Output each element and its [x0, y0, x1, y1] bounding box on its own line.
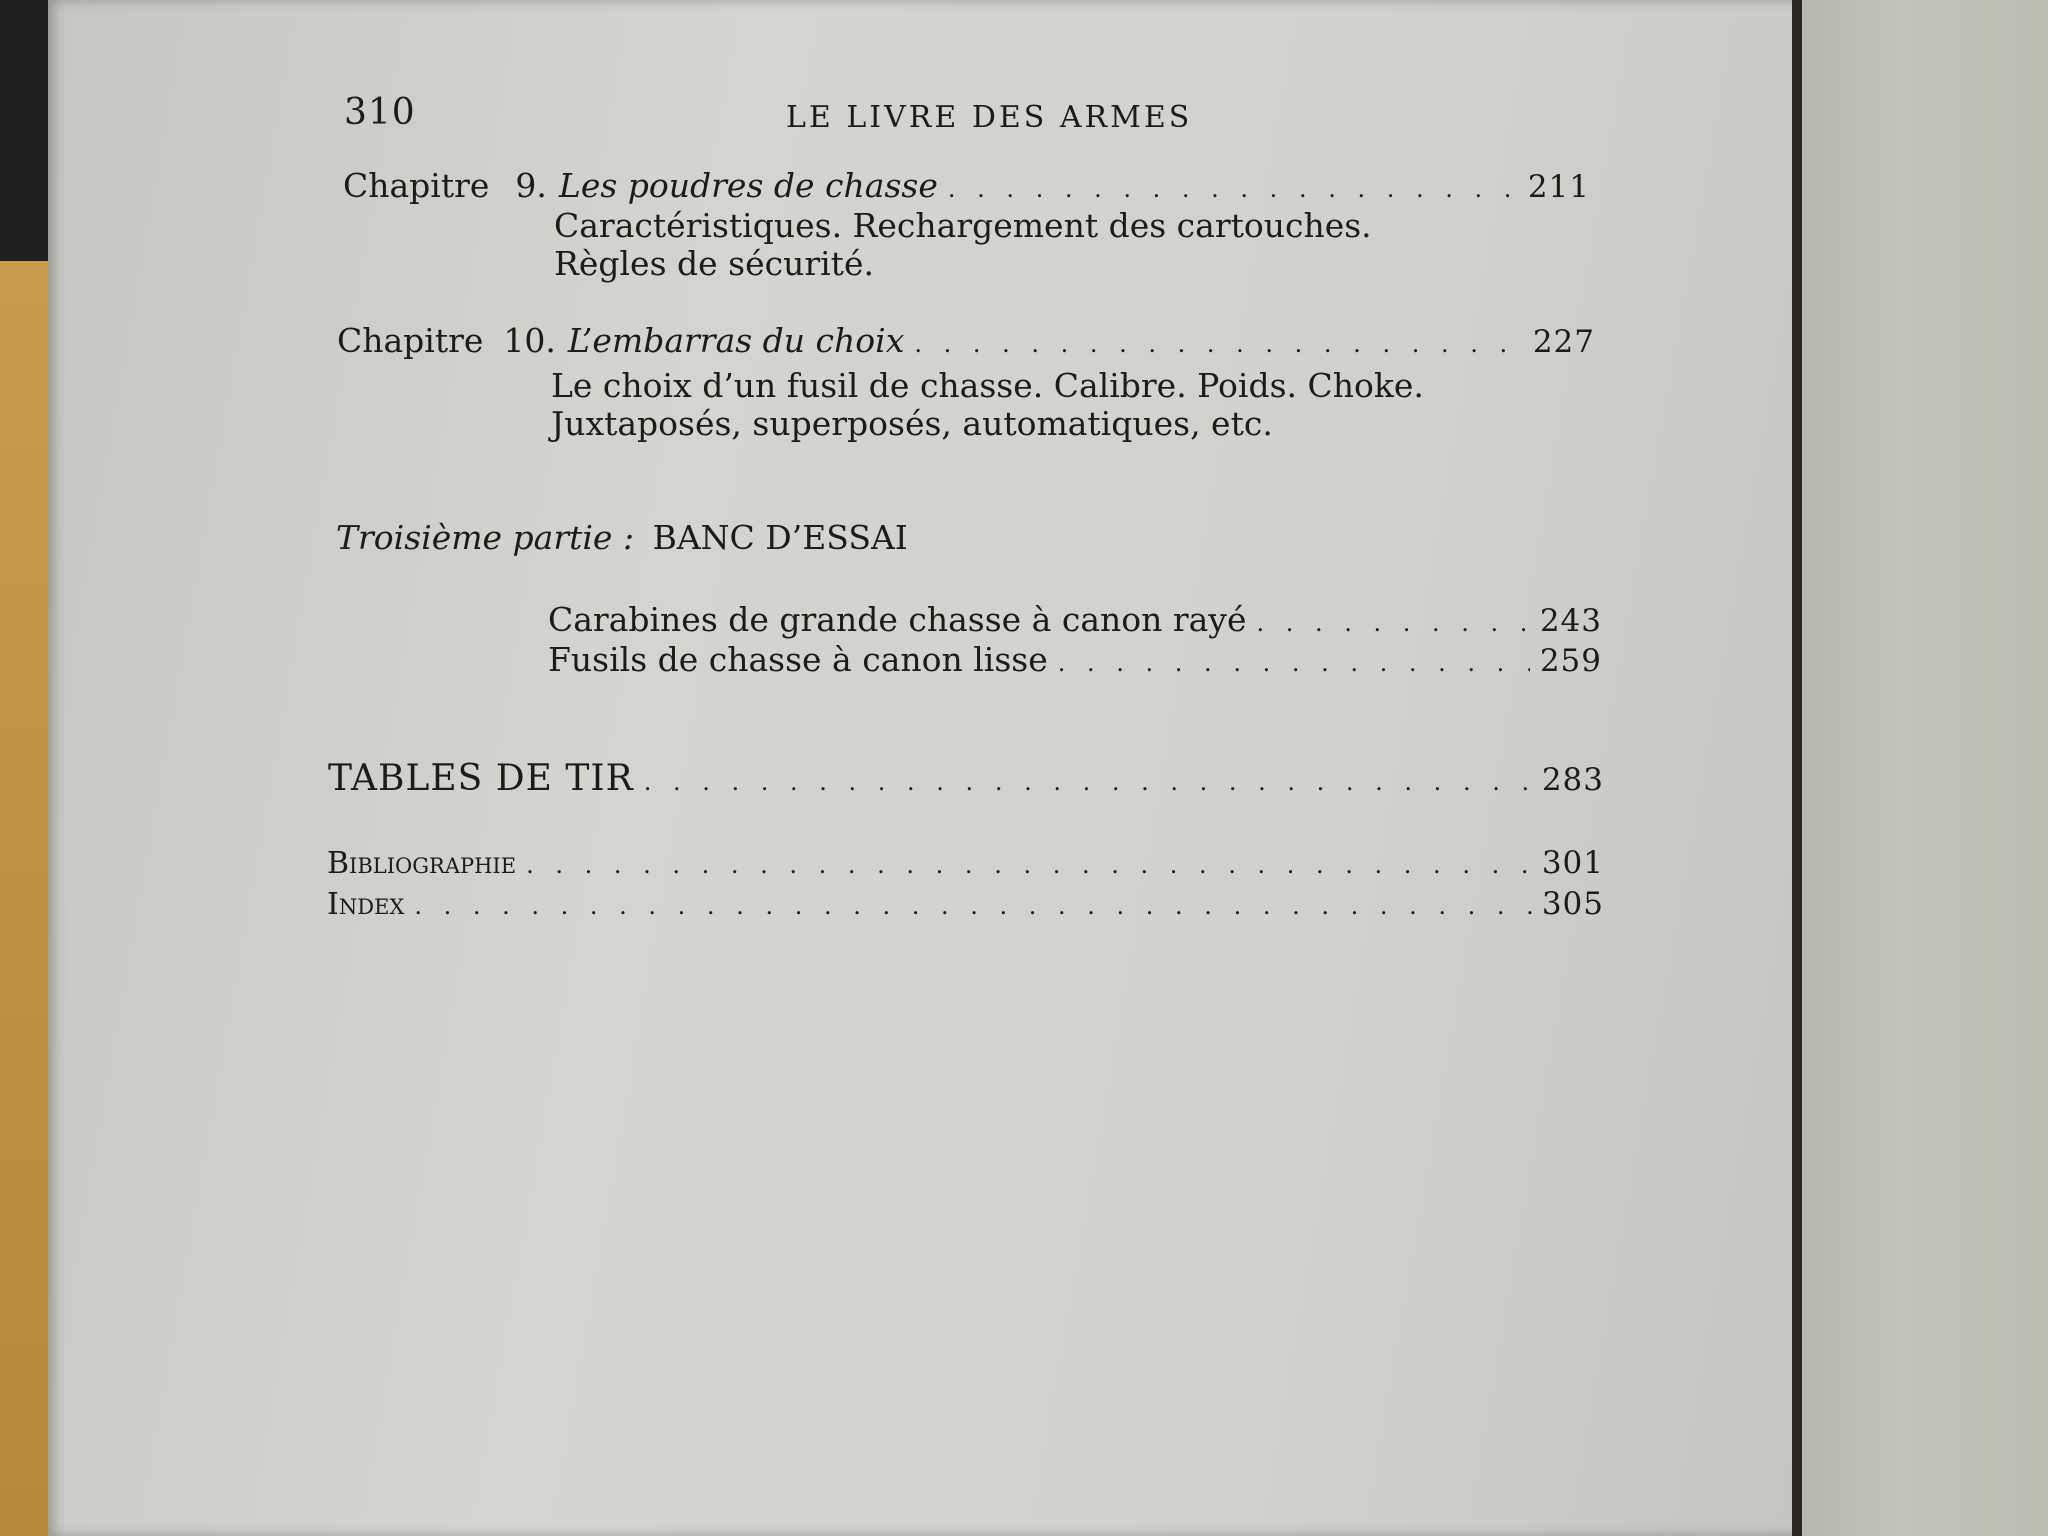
- toc-entry-chapter-9: [343, 166, 1590, 205]
- chapter-description-line: Règles de sécurité.: [554, 244, 874, 283]
- entry-title: Carabines de grande chasse à canon rayé: [548, 600, 1247, 639]
- chapter-number: 10.: [503, 321, 556, 360]
- chapter-description-line: Le choix d’un fusil de chasse. Calibre. Poids. Choke.: [551, 366, 1424, 405]
- leader-dots: [914, 330, 1523, 358]
- chapter-page: 211: [1527, 169, 1590, 205]
- chapter-title: Les poudres de chasse: [558, 166, 938, 205]
- entry-title: TABLES DE TIR: [328, 758, 634, 799]
- chapter-description-line: Juxtaposés, superposés, automatiques, etc.: [551, 404, 1273, 443]
- leader-dots: [948, 175, 1518, 203]
- leader-dots: [414, 892, 1531, 920]
- toc-entry-index: [327, 886, 1604, 922]
- entry-page: 243: [1539, 603, 1602, 639]
- chapter-number: 9.: [515, 166, 547, 205]
- toc-entry-fusils: [548, 640, 1602, 679]
- toc-entry-bibliographie: [327, 845, 1604, 881]
- chapter-page: 227: [1532, 324, 1595, 360]
- toc-entry-tables-de-tir: [328, 758, 1604, 799]
- entry-title: Index: [327, 887, 405, 922]
- page-number: 310: [344, 92, 416, 133]
- leader-dots: [1058, 649, 1530, 677]
- chapter-description-line: Caractéristiques. Rechargement des cartouches.: [554, 206, 1372, 245]
- part-title: BANC D’ESSAI: [652, 518, 908, 557]
- part-label: Troisième partie :: [336, 518, 635, 557]
- leader-dots: [526, 851, 1532, 879]
- entry-page: 259: [1539, 643, 1602, 679]
- entry-page: 283: [1541, 762, 1604, 798]
- entry-page: 305: [1541, 886, 1604, 922]
- chapter-title: L’embarras du choix: [567, 321, 905, 360]
- entry-title: Bibliographie: [327, 846, 517, 881]
- entry-title: Fusils de chasse à canon lisse: [548, 640, 1048, 679]
- leader-dots: [1256, 609, 1529, 637]
- toc-entry-chapter-10: [337, 321, 1595, 360]
- running-title: LE LIVRE DES ARMES: [786, 100, 1193, 135]
- chapter-label: Chapitre: [337, 321, 484, 360]
- part-heading: [336, 518, 908, 557]
- book-spine-edge: [1792, 0, 1802, 1536]
- toc-entry-carabines: [548, 600, 1602, 639]
- chapter-label: Chapitre: [343, 166, 490, 205]
- leader-dots: [644, 768, 1532, 796]
- adjacent-page: [1802, 0, 2048, 1536]
- entry-page: 301: [1541, 845, 1604, 881]
